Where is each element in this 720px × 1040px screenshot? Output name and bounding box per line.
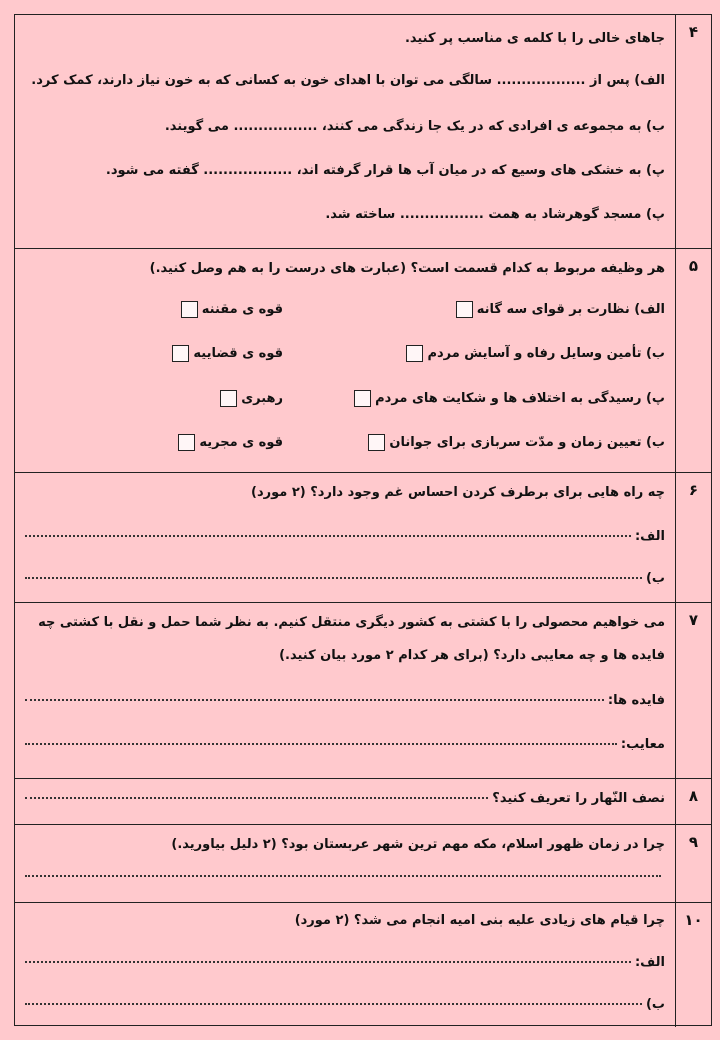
match-box[interactable]	[178, 434, 195, 451]
match-box[interactable]	[181, 301, 198, 318]
answer-line-a[interactable]: الف:	[25, 529, 665, 544]
question-number: ۴	[675, 15, 711, 248]
match-box[interactable]	[368, 434, 385, 451]
fill-blank-item: ب) به مجموعه ی افرادی که در یک جا زندگی می کنند، ................. می گویند.	[164, 119, 665, 134]
answer-line[interactable]	[25, 877, 665, 880]
question-number: ۱۰	[675, 903, 711, 1027]
question-prompt: هر وظیفه مربوط به کدام قسمت است؟ (عبارت های درست را به هم وصل کنید.)	[149, 261, 665, 276]
match-box[interactable]	[406, 345, 423, 362]
question-10	[15, 903, 711, 1027]
question-prompt: چرا در زمان ظهور اسلام، مکه مهم ترین شهر عربستان بود؟ (۲ دلیل بیاورید.)	[171, 837, 665, 852]
question-number: ۶	[675, 473, 711, 602]
answer-line-benefits[interactable]: فایده ها:	[25, 693, 665, 708]
question-prompt: جاهای خالی را با کلمه ی مناسب پر کنید.	[404, 31, 665, 46]
match-duty-item[interactable]: پ) رسیدگی به اختلاف ها و شکایت های مردم	[354, 390, 665, 407]
question-6	[15, 473, 711, 603]
question-8	[15, 779, 711, 825]
question-prompt: چرا قیام های زیادی علیه بنی امیه انجام می شد؟ (۲ مورد)	[294, 913, 665, 928]
question-9	[15, 825, 711, 903]
match-branch-item[interactable]: رهبری	[220, 390, 283, 407]
question-number: ۵	[675, 249, 711, 472]
match-branch-item[interactable]: قوه ی مجریه	[178, 434, 283, 451]
question-number: ۸	[675, 779, 711, 824]
match-box[interactable]	[220, 390, 237, 407]
question-7	[15, 603, 711, 779]
match-branch-item[interactable]: قوه ی مقننه	[181, 301, 283, 318]
question-number: ۷	[675, 603, 711, 778]
answer-line[interactable]	[25, 791, 665, 806]
answer-line-b[interactable]: ب)	[25, 571, 665, 586]
match-duty-item[interactable]: ب) تأمین وسایل رفاه و آسایش مردم	[406, 345, 665, 362]
question-4	[15, 15, 711, 249]
question-prompt: چه راه هایی برای برطرف کردن احساس غم وجود دارد؟ (۲ مورد)	[251, 485, 665, 500]
match-branch-item[interactable]: قوه ی قضاییه	[172, 345, 283, 362]
fill-blank-item: الف) پس از .................. سالگی می توان با اهدای خون به کسانی که به خون نیاز دارند، کمک کرد.	[31, 73, 665, 88]
question-prompt: می خواهیم محصولی را با کشتی به کشور دیگری منتقل کنیم. به نظر شما حمل و نقل با کشتی چه	[38, 615, 665, 630]
exam-sheet	[14, 14, 712, 1026]
question-prompt: فایده ها و چه معایبی دارد؟ (برای هر کدام ۲ مورد بیان کنید.)	[279, 648, 665, 663]
match-box[interactable]	[172, 345, 189, 362]
answer-line-a[interactable]: الف:	[25, 955, 665, 970]
answer-line-drawbacks[interactable]: معایب:	[25, 737, 665, 752]
fill-blank-item: پ) به خشکی های وسیع که در میان آب ها قرار گرفته اند، .................. گفته می شود.	[105, 163, 665, 178]
answer-line-b[interactable]: ب)	[25, 997, 665, 1012]
question-number: ۹	[675, 825, 711, 902]
match-duty-item[interactable]: الف) نظارت بر قوای سه گانه	[456, 301, 665, 318]
question-5	[15, 249, 711, 473]
match-duty-item[interactable]: ب) تعیین زمان و مدّت سربازی برای جوانان	[368, 434, 665, 451]
match-box[interactable]	[456, 301, 473, 318]
fill-blank-item: پ) مسجد گوهرشاد به همت ................. ساخته شد.	[325, 207, 665, 222]
match-box[interactable]	[354, 390, 371, 407]
question-prompt: نصف النّهار را تعریف کنید؟	[492, 791, 665, 806]
